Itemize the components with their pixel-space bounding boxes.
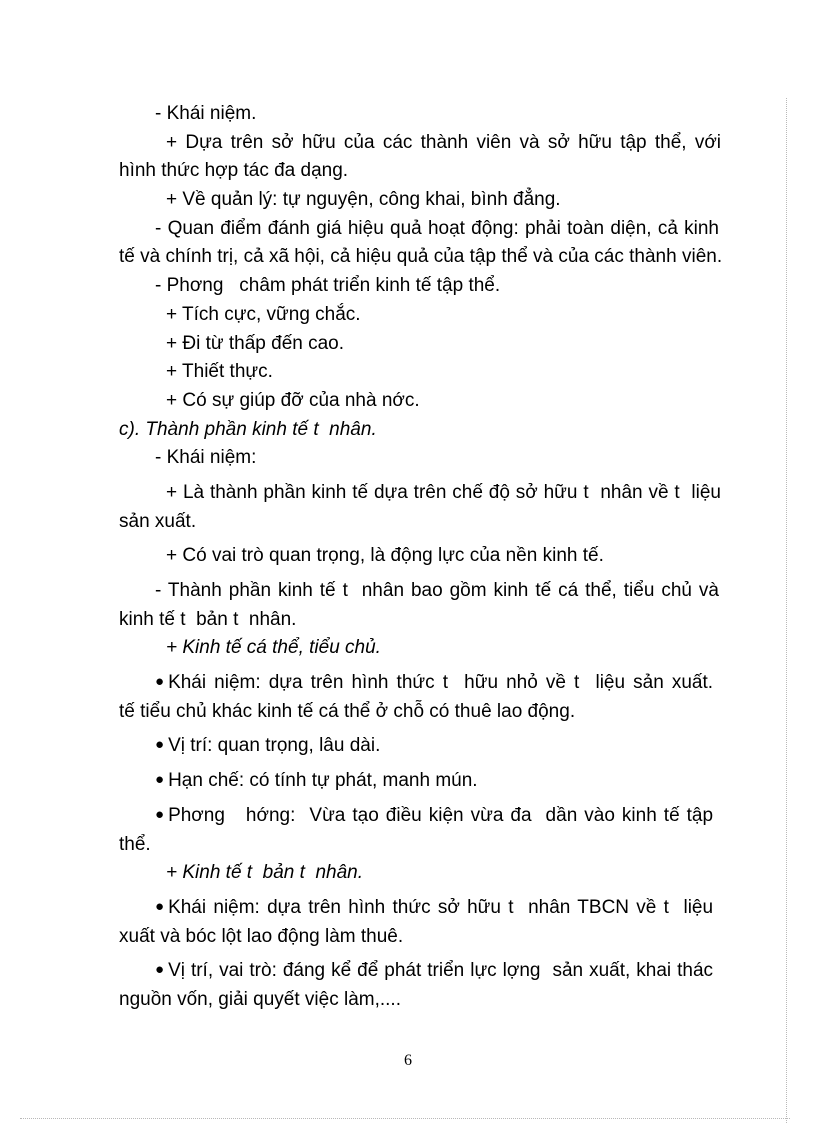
text-line: tế và chính trị, cả xã hội, cả hiệu quả của tập thể và của các thành viên. [119, 246, 723, 268]
bullet-item: ● Phơng hớng: Vừa tạo điều kiện vừa đa dần vào kinh tế tập [155, 804, 714, 826]
page-border-bottom [20, 1118, 790, 1119]
text-line: + Đi từ thấp đến cao. [166, 332, 345, 354]
bullet-icon: ● [155, 771, 165, 789]
bullet-icon: ● [155, 673, 165, 691]
text-line: thể. [119, 833, 151, 855]
text-line: - Phơng châm phát triển kinh tế tập thể. [155, 275, 501, 297]
bullet-icon: ● [155, 897, 165, 915]
bullet-item: ● Khái niệm: dựa trên hình thức sở hữu t nhân TBCN về t liệu [155, 896, 714, 918]
bullet-item: ● Vị trí, vai trò: đáng kể để phát triển lực lợng sản xuất, khai thác [155, 960, 714, 982]
text-line: + Dựa trên sở hữu của các thành viên và sở hữu tập thể, với [166, 131, 721, 153]
bullet-icon: ● [155, 961, 165, 979]
text-line: tế tiểu chủ khác kinh tế cá thể ở chỗ có thuê lao động. [119, 700, 576, 722]
text-line: + Là thành phần kinh tế dựa trên chế độ sở hữu t nhân về t liệu [166, 481, 721, 503]
text-line: xuất và bóc lột lao động làm thuê. [119, 925, 404, 947]
bullet-item: ● Khái niệm: dựa trên hình thức t hữu nhỏ về t liệu sản xuất. [155, 672, 714, 694]
document-body [0, 100, 816, 1015]
text-line: - Quan điểm đánh giá hiệu quả hoạt động: phải toàn diện, cả kinh [155, 217, 719, 239]
bullet-item: ● Hạn chế: có tính tự phát, manh mún. [155, 770, 478, 792]
text-line: + Thiết thực. [166, 361, 273, 383]
text-line: hình thức hợp tác đa dạng. [119, 160, 349, 182]
subsection-heading: + Kinh tế t bản t nhân. [166, 862, 364, 884]
text-line: + Có sự giúp đỡ của nhà nớc. [166, 389, 420, 411]
bullet-icon: ● [155, 736, 165, 754]
bullet-item: ● Vị trí: quan trọng, lâu dài. [155, 735, 381, 757]
bullet-icon: ● [155, 805, 165, 823]
text-line: + Tích cực, vững chắc. [166, 303, 361, 325]
text-line: - Khái niệm. [155, 103, 257, 124]
subsection-heading: + Kinh tế cá thể, tiểu chủ. [166, 637, 381, 659]
text-line: nguồn vốn, giải quyết việc làm,.... [119, 988, 401, 1010]
page-number: 6 [404, 1052, 412, 1069]
text-line: - Thành phần kinh tế t nhân bao gồm kinh tế cá thể, tiểu chủ và [155, 580, 719, 601]
text-line: + Có vai trò quan trọng, là động lực của nền kinh tế. [166, 545, 604, 567]
text-line: - Khái niệm: [155, 447, 257, 469]
text-line: + Về quản lý: tự nguyện, công khai, bình đẳng. [166, 189, 561, 211]
text-line: kinh tế t bản t nhân. [119, 608, 297, 630]
section-heading: c). Thành phần kinh tế t nhân. [119, 418, 377, 440]
text-line: sản xuất. [119, 510, 197, 532]
